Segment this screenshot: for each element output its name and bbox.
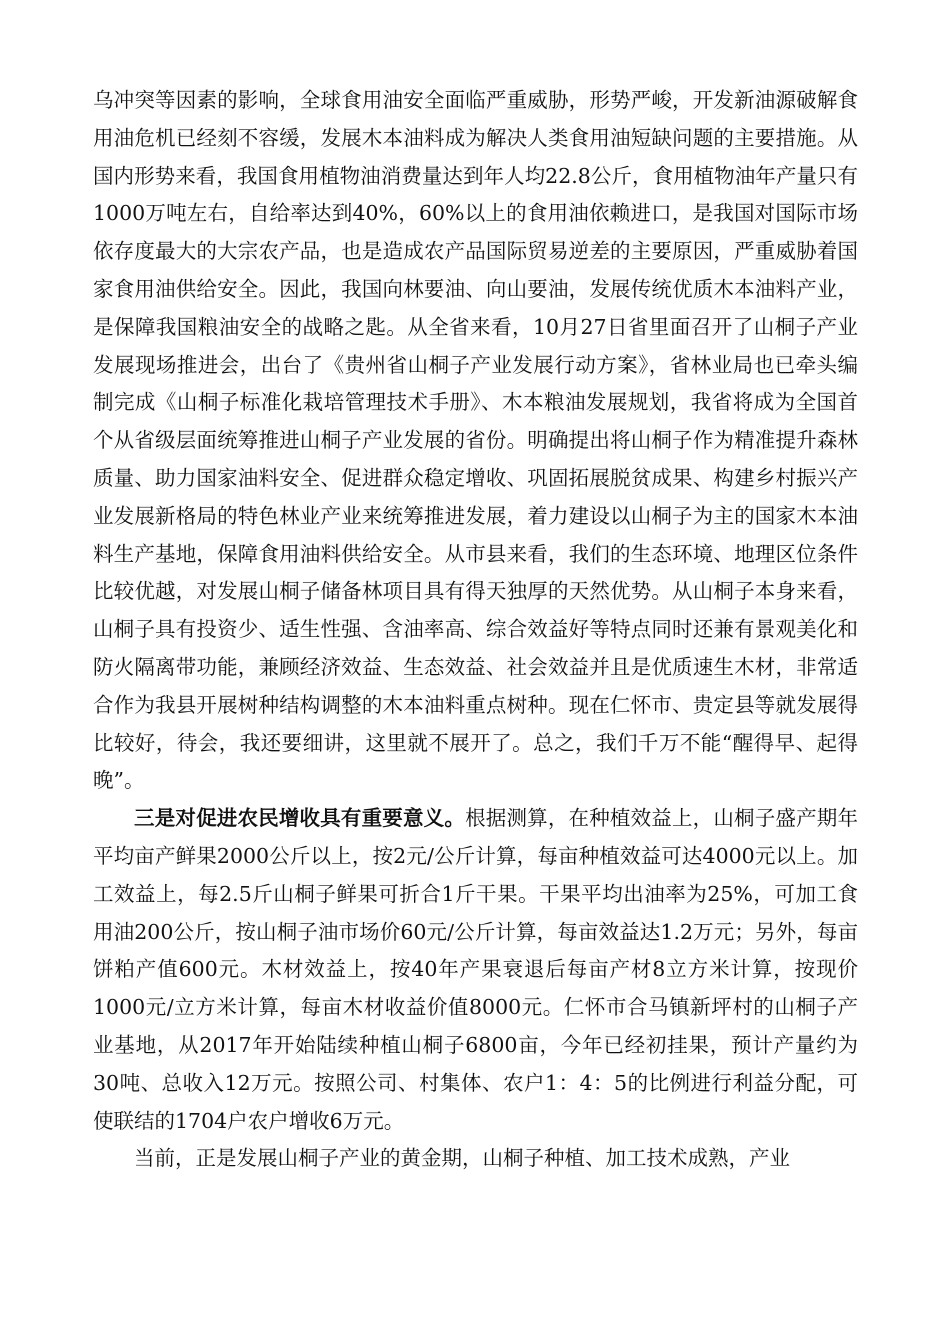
paragraph-golden-period: 当前，正是发展山桐子产业的黄金期，山桐子种植、加工技术成熟，产业 <box>134 1146 790 1171</box>
paragraph-food-oil-security: 乌冲突等因素的影响，全球食用油安全面临严重威胁，形势严峻，开发新油源破解食用油危机已经刻不容缓，发展木本油料成为解决人类食用油短缺问题的主要措施。从国内形势来看，我国食用植物油消费量达到年人均22.8公斤，食用植物油年产量只有1000万吨左右，自给率达到40%，60%以上的食用油依赖进口，是我国对国际市场依存度最大的大宗农产品，也是造成农产品国际贸易逆差的主要原因，严重威胁着国家食用油供给安全。因此，我国向林要油、向山要油，发展传统优质木本油料产业，是保障我国粮油安全的战略之匙。从全省来看，10月27日省里面召开了山桐子产业发展现场推进会，出台了《贵州省山桐子产业发展行动方案》，省林业局也已牵头编制完成《山桐子标准化栽培管理技术手册》、木本粮油发展规划，我省将成为全国首个从省级层面统筹推进山桐子产业发展的省份。明确提出将山桐子作为精准提升森林质量、助力国家油料安全、促进群众稳定增收、巩固拓展脱贫成果、构建乡村振兴产业发展新格局的特色林业产业来统筹推进发展，着力建设以山桐子为主的国家木本油料生产基地，保障食用油料供给安全。从市县来看，我们的生态环境、地理区位条件比较优越，对发展山桐子储备林项目具有得天独厚的天然优势。从山桐子本身来看，山桐子具有投资少、适生性强、含油率高、综合效益好等特点同时还兼有景观美化和防火隔离带功能，兼顾经济效益、生态效益、社会效益并且是优质速生木材，非常适合作为我县开展树种结构调整的木本油料重点树种。现在仁怀市、贵定县等就发展得比较好，待会，我还要细讲，这里就不展开了。总之，我们千万不能“醒得早、起得晚”。 <box>93 88 858 793</box>
paragraph-farmer-income <box>93 800 858 1140</box>
paragraph-lead-heading: 三是对促进农民增收具有重要意义。 <box>134 806 466 831</box>
paragraph-body-text: 根据测算，在种植效益上，山桐子盛产期年平均亩产鲜果2000公斤以上，按2元/公斤计算，每亩种植效益可达4000元以上。加工效益上，每2.5斤山桐子鲜果可折合1斤干果。干果平均出油率为25%，可加工食用油200公斤，按山桐子油市场价60元/公斤计算，每亩效益达1.2万元；另外，每亩饼粕产值600元。木材效益上，按40年产果衰退后每亩产材8立方米计算，按现价1000元/立方米计算，每亩木材收益价值8000元。仁怀市合马镇新坪村的山桐子产业基地，从2017年开始陆续种植山桐子6800亩，今年已经初挂果，预计产量约为30吨、总收入12万元。按照公司、村集体、农户1：4：5的比例进行利益分配，可使联结的1704户农户增收6万元。 <box>93 806 859 1133</box>
document-page <box>93 82 858 1178</box>
